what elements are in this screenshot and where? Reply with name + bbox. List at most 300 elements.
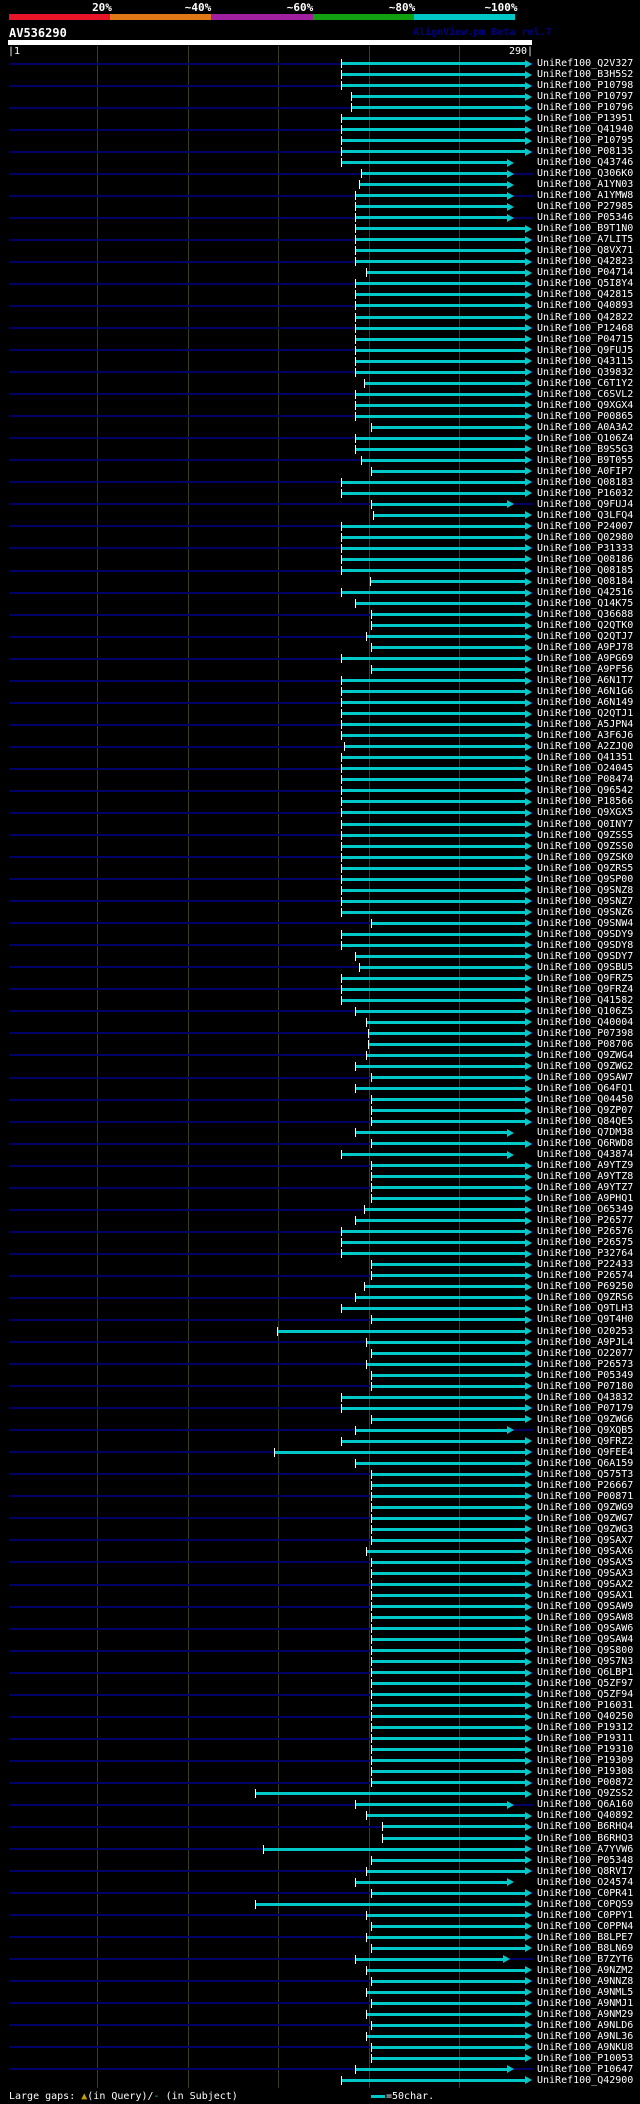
hit-alignment-bar[interactable] xyxy=(342,756,525,759)
hit-label[interactable]: UniRef100_B9S5G3 xyxy=(537,443,634,455)
alignment-row[interactable] xyxy=(0,885,640,896)
hit-alignment-bar[interactable] xyxy=(372,1506,525,1509)
alignment-row[interactable] xyxy=(0,1557,640,1568)
alignment-row[interactable] xyxy=(0,422,640,433)
alignment-row[interactable] xyxy=(0,1623,640,1634)
hit-alignment-bar[interactable] xyxy=(372,1925,525,1928)
hit-alignment-bar[interactable] xyxy=(383,1825,525,1828)
hit-label[interactable]: UniRef100_P13951 xyxy=(537,113,634,125)
hit-label[interactable]: UniRef100_A1YMW8 xyxy=(537,190,634,202)
alignment-row[interactable] xyxy=(0,1513,640,1524)
hit-alignment-bar[interactable] xyxy=(372,1076,525,1079)
hit-label[interactable]: UniRef100_P26577 xyxy=(537,1215,634,1227)
alignment-row[interactable] xyxy=(0,1072,640,1083)
alignment-row[interactable] xyxy=(0,907,640,918)
hit-alignment-bar[interactable] xyxy=(372,1704,525,1707)
hit-alignment-bar[interactable] xyxy=(342,547,525,550)
alignment-row[interactable] xyxy=(0,1612,640,1623)
alignment-row[interactable] xyxy=(0,1998,640,2009)
alignment-row[interactable] xyxy=(0,488,640,499)
hit-label[interactable]: UniRef100_Q5ZF94 xyxy=(537,1689,634,1701)
hit-label[interactable]: UniRef100_P16032 xyxy=(537,487,634,499)
hit-alignment-bar[interactable] xyxy=(372,646,525,649)
hit-alignment-bar[interactable] xyxy=(356,1219,525,1222)
alignment-row[interactable] xyxy=(0,510,640,521)
hit-label[interactable]: UniRef100_Q9S800 xyxy=(537,1645,634,1657)
hit-alignment-bar[interactable] xyxy=(342,536,525,539)
hit-alignment-bar[interactable] xyxy=(372,1263,525,1266)
hit-label[interactable]: UniRef100_Q43832 xyxy=(537,1391,634,1403)
alignment-row[interactable] xyxy=(0,1987,640,1998)
hit-alignment-bar[interactable] xyxy=(356,293,525,296)
hit-label[interactable]: UniRef100_P00872 xyxy=(537,1777,634,1789)
alignment-row[interactable] xyxy=(0,1248,640,1259)
hit-label[interactable]: UniRef100_O65349 xyxy=(537,1204,634,1216)
hit-alignment-bar[interactable] xyxy=(342,1407,525,1410)
hit-alignment-bar[interactable] xyxy=(372,1473,525,1476)
alignment-row[interactable] xyxy=(0,708,640,719)
hit-alignment-bar[interactable] xyxy=(342,657,525,660)
alignment-row[interactable] xyxy=(0,1061,640,1072)
alignment-row[interactable] xyxy=(0,1965,640,1976)
alignment-row[interactable] xyxy=(0,1502,640,1513)
hit-label[interactable]: UniRef100_Q6RWD8 xyxy=(537,1138,634,1150)
hit-alignment-bar[interactable] xyxy=(372,1385,525,1388)
hit-alignment-bar[interactable] xyxy=(356,602,525,605)
hit-label[interactable]: UniRef100_P07180 xyxy=(537,1380,634,1392)
hit-alignment-bar[interactable] xyxy=(356,955,525,958)
alignment-row[interactable] xyxy=(0,719,640,730)
alignment-row[interactable] xyxy=(0,2009,640,2020)
hit-alignment-bar[interactable] xyxy=(356,393,525,396)
alignment-row[interactable] xyxy=(0,1359,640,1370)
alignment-row[interactable] xyxy=(0,1447,640,1458)
hit-label[interactable]: UniRef100_Q9SAX1 xyxy=(537,1590,634,1602)
hit-alignment-bar[interactable] xyxy=(356,1429,507,1432)
hit-alignment-bar[interactable] xyxy=(372,1638,525,1641)
alignment-row[interactable] xyxy=(0,587,640,598)
hit-label[interactable]: UniRef100_C0PPY1 xyxy=(537,1909,634,1921)
hit-alignment-bar[interactable] xyxy=(342,84,525,87)
alignment-row[interactable] xyxy=(0,1469,640,1480)
hit-alignment-bar[interactable] xyxy=(342,62,525,65)
hit-alignment-bar[interactable] xyxy=(342,900,525,903)
hit-alignment-bar[interactable] xyxy=(342,2079,525,2082)
alignment-row[interactable] xyxy=(0,1171,640,1182)
hit-alignment-bar[interactable] xyxy=(372,1693,525,1696)
alignment-row[interactable] xyxy=(0,1237,640,1248)
hit-label[interactable]: UniRef100_P07398 xyxy=(537,1027,634,1039)
alignment-row[interactable] xyxy=(0,201,640,212)
alignment-row[interactable] xyxy=(0,289,640,300)
alignment-row[interactable] xyxy=(0,554,640,565)
hit-label[interactable]: UniRef100_Q3LFQ4 xyxy=(537,509,634,521)
alignment-row[interactable] xyxy=(0,323,640,334)
hit-alignment-bar[interactable] xyxy=(342,591,525,594)
hit-label[interactable]: UniRef100_A9PHQ1 xyxy=(537,1193,634,1205)
hit-alignment-bar[interactable] xyxy=(342,128,525,131)
alignment-row[interactable] xyxy=(0,179,640,190)
alignment-row[interactable] xyxy=(0,1270,640,1281)
hit-alignment-bar[interactable] xyxy=(356,1462,525,1465)
hit-alignment-bar[interactable] xyxy=(342,1440,525,1443)
hit-alignment-bar[interactable] xyxy=(372,1175,525,1178)
hit-alignment-bar[interactable] xyxy=(372,1759,525,1762)
hit-alignment-bar[interactable] xyxy=(372,1649,525,1652)
hit-alignment-bar[interactable] xyxy=(342,525,525,528)
alignment-row[interactable] xyxy=(0,2075,640,2086)
hit-label[interactable]: UniRef100_Q9TLH3 xyxy=(537,1303,634,1315)
alignment-row[interactable] xyxy=(0,1943,640,1954)
hit-label[interactable]: UniRef100_Q9SAW6 xyxy=(537,1623,634,1635)
alignment-row[interactable] xyxy=(0,1700,640,1711)
alignment-row[interactable] xyxy=(0,852,640,863)
hit-alignment-bar[interactable] xyxy=(372,1682,525,1685)
hit-label[interactable]: UniRef100_Q04450 xyxy=(537,1094,634,1106)
hit-alignment-bar[interactable] xyxy=(372,1770,525,1773)
alignment-row[interactable] xyxy=(0,796,640,807)
alignment-row[interactable] xyxy=(0,278,640,289)
hit-alignment-bar[interactable] xyxy=(367,1550,525,1553)
alignment-row[interactable] xyxy=(0,1976,640,1987)
hit-label[interactable]: UniRef100_O22077 xyxy=(537,1347,634,1359)
hit-alignment-bar[interactable] xyxy=(372,624,525,627)
alignment-row[interactable] xyxy=(0,1226,640,1237)
alignment-row[interactable] xyxy=(0,2031,640,2042)
alignment-row[interactable] xyxy=(0,1149,640,1160)
hit-alignment-bar[interactable] xyxy=(365,1285,525,1288)
alignment-row[interactable] xyxy=(0,1932,640,1943)
hit-label[interactable]: UniRef100_Q43115 xyxy=(537,355,634,367)
hit-label[interactable]: UniRef100_A9NZM2 xyxy=(537,1964,634,1976)
hit-label[interactable]: UniRef100_Q9ZSS5 xyxy=(537,829,634,841)
hit-label[interactable]: UniRef100_B7ZYT6 xyxy=(537,1953,634,1965)
hit-label[interactable]: UniRef100_P10647 xyxy=(537,2063,634,2075)
hit-alignment-bar[interactable] xyxy=(342,161,507,164)
hit-alignment-bar[interactable] xyxy=(372,2046,525,2049)
alignment-row[interactable] xyxy=(0,1458,640,1469)
hit-alignment-bar[interactable] xyxy=(372,1660,525,1663)
alignment-row[interactable] xyxy=(0,598,640,609)
hit-alignment-bar[interactable] xyxy=(372,1737,525,1740)
hit-alignment-bar[interactable] xyxy=(372,2057,525,2060)
alignment-row[interactable] xyxy=(0,1083,640,1094)
alignment-row[interactable] xyxy=(0,1921,640,1932)
alignment-row[interactable] xyxy=(0,157,640,168)
hit-label[interactable]: UniRef100_A6N149 xyxy=(537,697,634,709)
alignment-row[interactable] xyxy=(0,1579,640,1590)
hit-alignment-bar[interactable] xyxy=(356,249,525,252)
hit-alignment-bar[interactable] xyxy=(342,734,525,737)
hit-label[interactable]: UniRef100_Q40004 xyxy=(537,1016,634,1028)
hit-alignment-bar[interactable] xyxy=(372,1186,525,1189)
hit-label[interactable]: UniRef100_P26576 xyxy=(537,1226,634,1238)
alignment-row[interactable] xyxy=(0,356,640,367)
hit-alignment-bar[interactable] xyxy=(356,1087,525,1090)
alignment-row[interactable] xyxy=(0,455,640,466)
hit-alignment-bar[interactable] xyxy=(352,106,525,109)
hit-alignment-bar[interactable] xyxy=(275,1451,525,1454)
hit-alignment-bar[interactable] xyxy=(356,327,525,330)
hit-alignment-bar[interactable] xyxy=(342,999,525,1002)
hit-label[interactable]: UniRef100_Q41582 xyxy=(537,994,634,1006)
alignment-row[interactable] xyxy=(0,1954,640,1965)
alignment-row[interactable] xyxy=(0,499,640,510)
hit-alignment-bar[interactable] xyxy=(342,889,525,892)
hit-alignment-bar[interactable] xyxy=(342,492,525,495)
hit-alignment-bar[interactable] xyxy=(372,1859,525,1862)
alignment-row[interactable] xyxy=(0,1744,640,1755)
hit-alignment-bar[interactable] xyxy=(342,944,525,947)
hit-alignment-bar[interactable] xyxy=(342,789,525,792)
hit-label[interactable]: UniRef100_Q9ZWG7 xyxy=(537,1512,634,1524)
hit-alignment-bar[interactable] xyxy=(365,1208,525,1211)
hit-alignment-bar[interactable] xyxy=(342,723,525,726)
hit-alignment-bar[interactable] xyxy=(256,1903,525,1906)
hit-alignment-bar[interactable] xyxy=(372,1748,525,1751)
hit-alignment-bar[interactable] xyxy=(372,1605,525,1608)
alignment-row[interactable] xyxy=(0,1689,640,1700)
hit-label[interactable]: UniRef100_Q9ZP07 xyxy=(537,1105,634,1117)
hit-alignment-bar[interactable] xyxy=(342,933,525,936)
alignment-row[interactable] xyxy=(0,1370,640,1381)
alignment-row[interactable] xyxy=(0,1006,640,1017)
alignment-row[interactable] xyxy=(0,1303,640,1314)
hit-label[interactable]: UniRef100_Q6A160 xyxy=(537,1799,634,1811)
hit-alignment-bar[interactable] xyxy=(372,503,506,506)
alignment-row[interactable] xyxy=(0,1568,640,1579)
hit-label[interactable]: UniRef100_C0PPN4 xyxy=(537,1920,634,1932)
alignment-row[interactable] xyxy=(0,1204,640,1215)
hit-label[interactable]: UniRef100_B6RHQ3 xyxy=(537,1832,634,1844)
hit-alignment-bar[interactable] xyxy=(372,1561,525,1564)
hit-label[interactable]: UniRef100_Q9SNZ7 xyxy=(537,895,634,907)
hit-label[interactable]: UniRef100_P12468 xyxy=(537,322,634,334)
hit-alignment-bar[interactable] xyxy=(356,205,507,208)
alignment-row[interactable] xyxy=(0,1491,640,1502)
hit-alignment-bar[interactable] xyxy=(367,1914,525,1917)
hit-label[interactable]: UniRef100_O24045 xyxy=(537,763,634,775)
alignment-row[interactable] xyxy=(0,1160,640,1171)
hit-label[interactable]: UniRef100_Q9FRZ4 xyxy=(537,983,634,995)
hit-alignment-bar[interactable] xyxy=(372,1495,525,1498)
hit-alignment-bar[interactable] xyxy=(367,1021,525,1024)
hit-label[interactable]: UniRef100_Q106Z4 xyxy=(537,432,634,444)
hit-alignment-bar[interactable] xyxy=(367,271,525,274)
hit-label[interactable]: UniRef100_P19310 xyxy=(537,1744,634,1756)
hit-alignment-bar[interactable] xyxy=(371,580,525,583)
hit-label[interactable]: UniRef100_Q2V327 xyxy=(537,58,634,69)
alignment-row[interactable] xyxy=(0,69,640,80)
alignment-row[interactable] xyxy=(0,653,640,664)
hit-alignment-bar[interactable] xyxy=(372,1098,525,1101)
hit-alignment-bar[interactable] xyxy=(372,1594,525,1597)
hit-alignment-bar[interactable] xyxy=(372,1374,525,1377)
hit-alignment-bar[interactable] xyxy=(367,1054,525,1057)
hit-alignment-bar[interactable] xyxy=(342,150,525,153)
hit-label[interactable]: UniRef100_A6N1G6 xyxy=(537,686,634,698)
alignment-row[interactable] xyxy=(0,256,640,267)
hit-alignment-bar[interactable] xyxy=(342,977,525,980)
hit-alignment-bar[interactable] xyxy=(342,778,525,781)
hit-label[interactable]: UniRef100_A9NML5 xyxy=(537,1986,634,1998)
hit-alignment-bar[interactable] xyxy=(356,216,507,219)
alignment-row[interactable] xyxy=(0,521,640,532)
hit-label[interactable]: UniRef100_Q9SAX2 xyxy=(537,1579,634,1590)
hit-alignment-bar[interactable] xyxy=(372,1274,525,1277)
hit-label[interactable]: UniRef100_A9NLD6 xyxy=(537,2019,634,2031)
hit-label[interactable]: UniRef100_A0A3A2 xyxy=(537,421,634,433)
hit-label[interactable]: UniRef100_Q9ZSK0 xyxy=(537,851,634,863)
alignment-row[interactable] xyxy=(0,1877,640,1888)
alignment-row[interactable] xyxy=(0,785,640,796)
hit-alignment-bar[interactable] xyxy=(356,349,525,352)
hit-alignment-bar[interactable] xyxy=(372,1583,525,1586)
hit-alignment-bar[interactable] xyxy=(356,316,525,319)
alignment-row[interactable] xyxy=(0,1788,640,1799)
alignment-row[interactable] xyxy=(0,1755,640,1766)
hit-label[interactable]: UniRef100_Q42823 xyxy=(537,256,634,268)
hit-label[interactable]: UniRef100_Q9SAX6 xyxy=(537,1545,634,1557)
alignment-row[interactable] xyxy=(0,1182,640,1193)
hit-label[interactable]: UniRef100_P10795 xyxy=(537,135,634,147)
alignment-row[interactable] xyxy=(0,1050,640,1061)
hit-alignment-bar[interactable] xyxy=(372,1142,525,1145)
alignment-row[interactable] xyxy=(0,1601,640,1612)
hit-alignment-bar[interactable] xyxy=(352,95,525,98)
hit-alignment-bar[interactable] xyxy=(356,2068,507,2071)
alignment-row[interactable] xyxy=(0,1535,640,1546)
hit-alignment-bar[interactable] xyxy=(356,371,525,374)
hit-alignment-bar[interactable] xyxy=(342,911,525,914)
hit-alignment-bar[interactable] xyxy=(362,172,507,175)
hit-label[interactable]: UniRef100_Q9SDY7 xyxy=(537,950,634,962)
hit-alignment-bar[interactable] xyxy=(342,558,525,561)
hit-alignment-bar[interactable] xyxy=(372,1109,525,1112)
hit-label[interactable]: UniRef100_Q9FRZ5 xyxy=(537,972,634,984)
alignment-row[interactable] xyxy=(0,267,640,278)
alignment-row[interactable] xyxy=(0,576,640,587)
alignment-row[interactable] xyxy=(0,730,640,741)
hit-label[interactable]: UniRef100_Q5ZF97 xyxy=(537,1678,634,1690)
alignment-row[interactable] xyxy=(0,874,640,885)
hit-alignment-bar[interactable] xyxy=(356,415,525,418)
hit-alignment-bar[interactable] xyxy=(372,1980,525,1983)
hit-alignment-bar[interactable] xyxy=(256,1792,525,1795)
hit-label[interactable]: UniRef100_Q9SNW4 xyxy=(537,917,634,929)
hit-label[interactable]: UniRef100_Q0INY7 xyxy=(537,818,634,830)
hit-label[interactable]: UniRef100_A5JPN4 xyxy=(537,719,634,731)
hit-alignment-bar[interactable] xyxy=(278,1330,525,1333)
hit-alignment-bar[interactable] xyxy=(360,966,525,969)
hit-label[interactable]: UniRef100_Q42822 xyxy=(537,311,634,323)
hit-label[interactable]: UniRef100_Q9FRZ2 xyxy=(537,1435,634,1447)
hit-label[interactable]: UniRef100_Q9ZSS0 xyxy=(537,840,634,852)
hit-alignment-bar[interactable] xyxy=(342,811,525,814)
alignment-row[interactable] xyxy=(0,642,640,653)
hit-alignment-bar[interactable] xyxy=(372,1627,525,1630)
hit-label[interactable]: UniRef100_Q9ZWG3 xyxy=(537,1523,634,1535)
hit-label[interactable]: UniRef100_B8LN69 xyxy=(537,1942,634,1954)
hit-alignment-bar[interactable] xyxy=(356,1065,525,1068)
hit-label[interactable]: UniRef100_P19312 xyxy=(537,1722,634,1734)
hit-label[interactable]: UniRef100_A6N1T7 xyxy=(537,675,634,687)
hit-alignment-bar[interactable] xyxy=(356,194,507,197)
hit-alignment-bar[interactable] xyxy=(342,679,525,682)
hit-label[interactable]: UniRef100_Q08183 xyxy=(537,476,634,488)
hit-alignment-bar[interactable] xyxy=(369,1032,525,1035)
hit-label[interactable]: UniRef100_P08135 xyxy=(537,146,634,158)
alignment-row[interactable] xyxy=(0,2020,640,2031)
alignment-row[interactable] xyxy=(0,1480,640,1491)
hit-alignment-bar[interactable] xyxy=(356,1296,525,1299)
alignment-row[interactable] xyxy=(0,1127,640,1138)
alignment-row[interactable] xyxy=(0,664,640,675)
alignment-row[interactable] xyxy=(0,1094,640,1105)
hit-label[interactable]: UniRef100_Q9XGX4 xyxy=(537,399,634,411)
hit-label[interactable]: UniRef100_P27985 xyxy=(537,201,634,213)
hit-alignment-bar[interactable] xyxy=(367,635,525,638)
alignment-row[interactable] xyxy=(0,300,640,311)
hit-label[interactable]: UniRef100_Q9SNZ8 xyxy=(537,884,634,896)
hit-label[interactable]: UniRef100_Q40893 xyxy=(537,300,634,312)
hit-alignment-bar[interactable] xyxy=(372,668,525,671)
hit-label[interactable]: UniRef100_A9PJ78 xyxy=(537,642,634,654)
alignment-row[interactable] xyxy=(0,1281,640,1292)
alignment-row[interactable] xyxy=(0,444,640,455)
hit-label[interactable]: UniRef100_Q42900 xyxy=(537,2074,634,2086)
hit-alignment-bar[interactable] xyxy=(367,1363,525,1366)
hit-alignment-bar[interactable] xyxy=(342,856,525,859)
alignment-row[interactable] xyxy=(0,146,640,157)
alignment-row[interactable] xyxy=(0,1821,640,1832)
hit-alignment-bar[interactable] xyxy=(372,1352,525,1355)
hit-alignment-bar[interactable] xyxy=(356,260,525,263)
alignment-row[interactable] xyxy=(0,940,640,951)
alignment-row[interactable] xyxy=(0,697,640,708)
hit-label[interactable]: UniRef100_Q40892 xyxy=(537,1810,634,1822)
hit-label[interactable]: UniRef100_Q9SNZ6 xyxy=(537,906,634,918)
hit-label[interactable]: UniRef100_Q6LBP1 xyxy=(537,1667,634,1679)
alignment-row[interactable] xyxy=(0,1193,640,1204)
hit-alignment-bar[interactable] xyxy=(356,304,525,307)
hit-alignment-bar[interactable] xyxy=(342,690,525,693)
hit-label[interactable]: UniRef100_Q41351 xyxy=(537,752,634,764)
hit-label[interactable]: UniRef100_A9NMJ1 xyxy=(537,1997,634,2009)
hit-label[interactable]: UniRef100_Q42516 xyxy=(537,587,634,599)
alignment-row[interactable] xyxy=(0,80,640,91)
alignment-row[interactable] xyxy=(0,1314,640,1325)
hit-label[interactable]: UniRef100_P08706 xyxy=(537,1038,634,1050)
hit-label[interactable]: UniRef100_P32764 xyxy=(537,1248,634,1260)
hit-alignment-bar[interactable] xyxy=(372,1671,525,1674)
hit-alignment-bar[interactable] xyxy=(342,988,525,991)
hit-alignment-bar[interactable] xyxy=(342,701,525,704)
hit-label[interactable]: UniRef100_P18566 xyxy=(537,796,634,808)
hit-label[interactable]: UniRef100_Q02980 xyxy=(537,531,634,543)
alignment-row[interactable] xyxy=(0,1414,640,1425)
hit-label[interactable]: UniRef100_P10053 xyxy=(537,2052,634,2064)
hit-label[interactable]: UniRef100_P10796 xyxy=(537,102,634,114)
hit-label[interactable]: UniRef100_P05349 xyxy=(537,1369,634,1381)
hit-alignment-bar[interactable] xyxy=(356,227,525,230)
hit-label[interactable]: UniRef100_P08474 xyxy=(537,774,634,786)
hit-label[interactable]: UniRef100_Q9XGX5 xyxy=(537,807,634,819)
alignment-row[interactable] xyxy=(0,367,640,378)
hit-alignment-bar[interactable] xyxy=(367,1969,525,1972)
alignment-row[interactable] xyxy=(0,1116,640,1127)
hit-label[interactable]: UniRef100_Q9SAX7 xyxy=(537,1534,634,1546)
